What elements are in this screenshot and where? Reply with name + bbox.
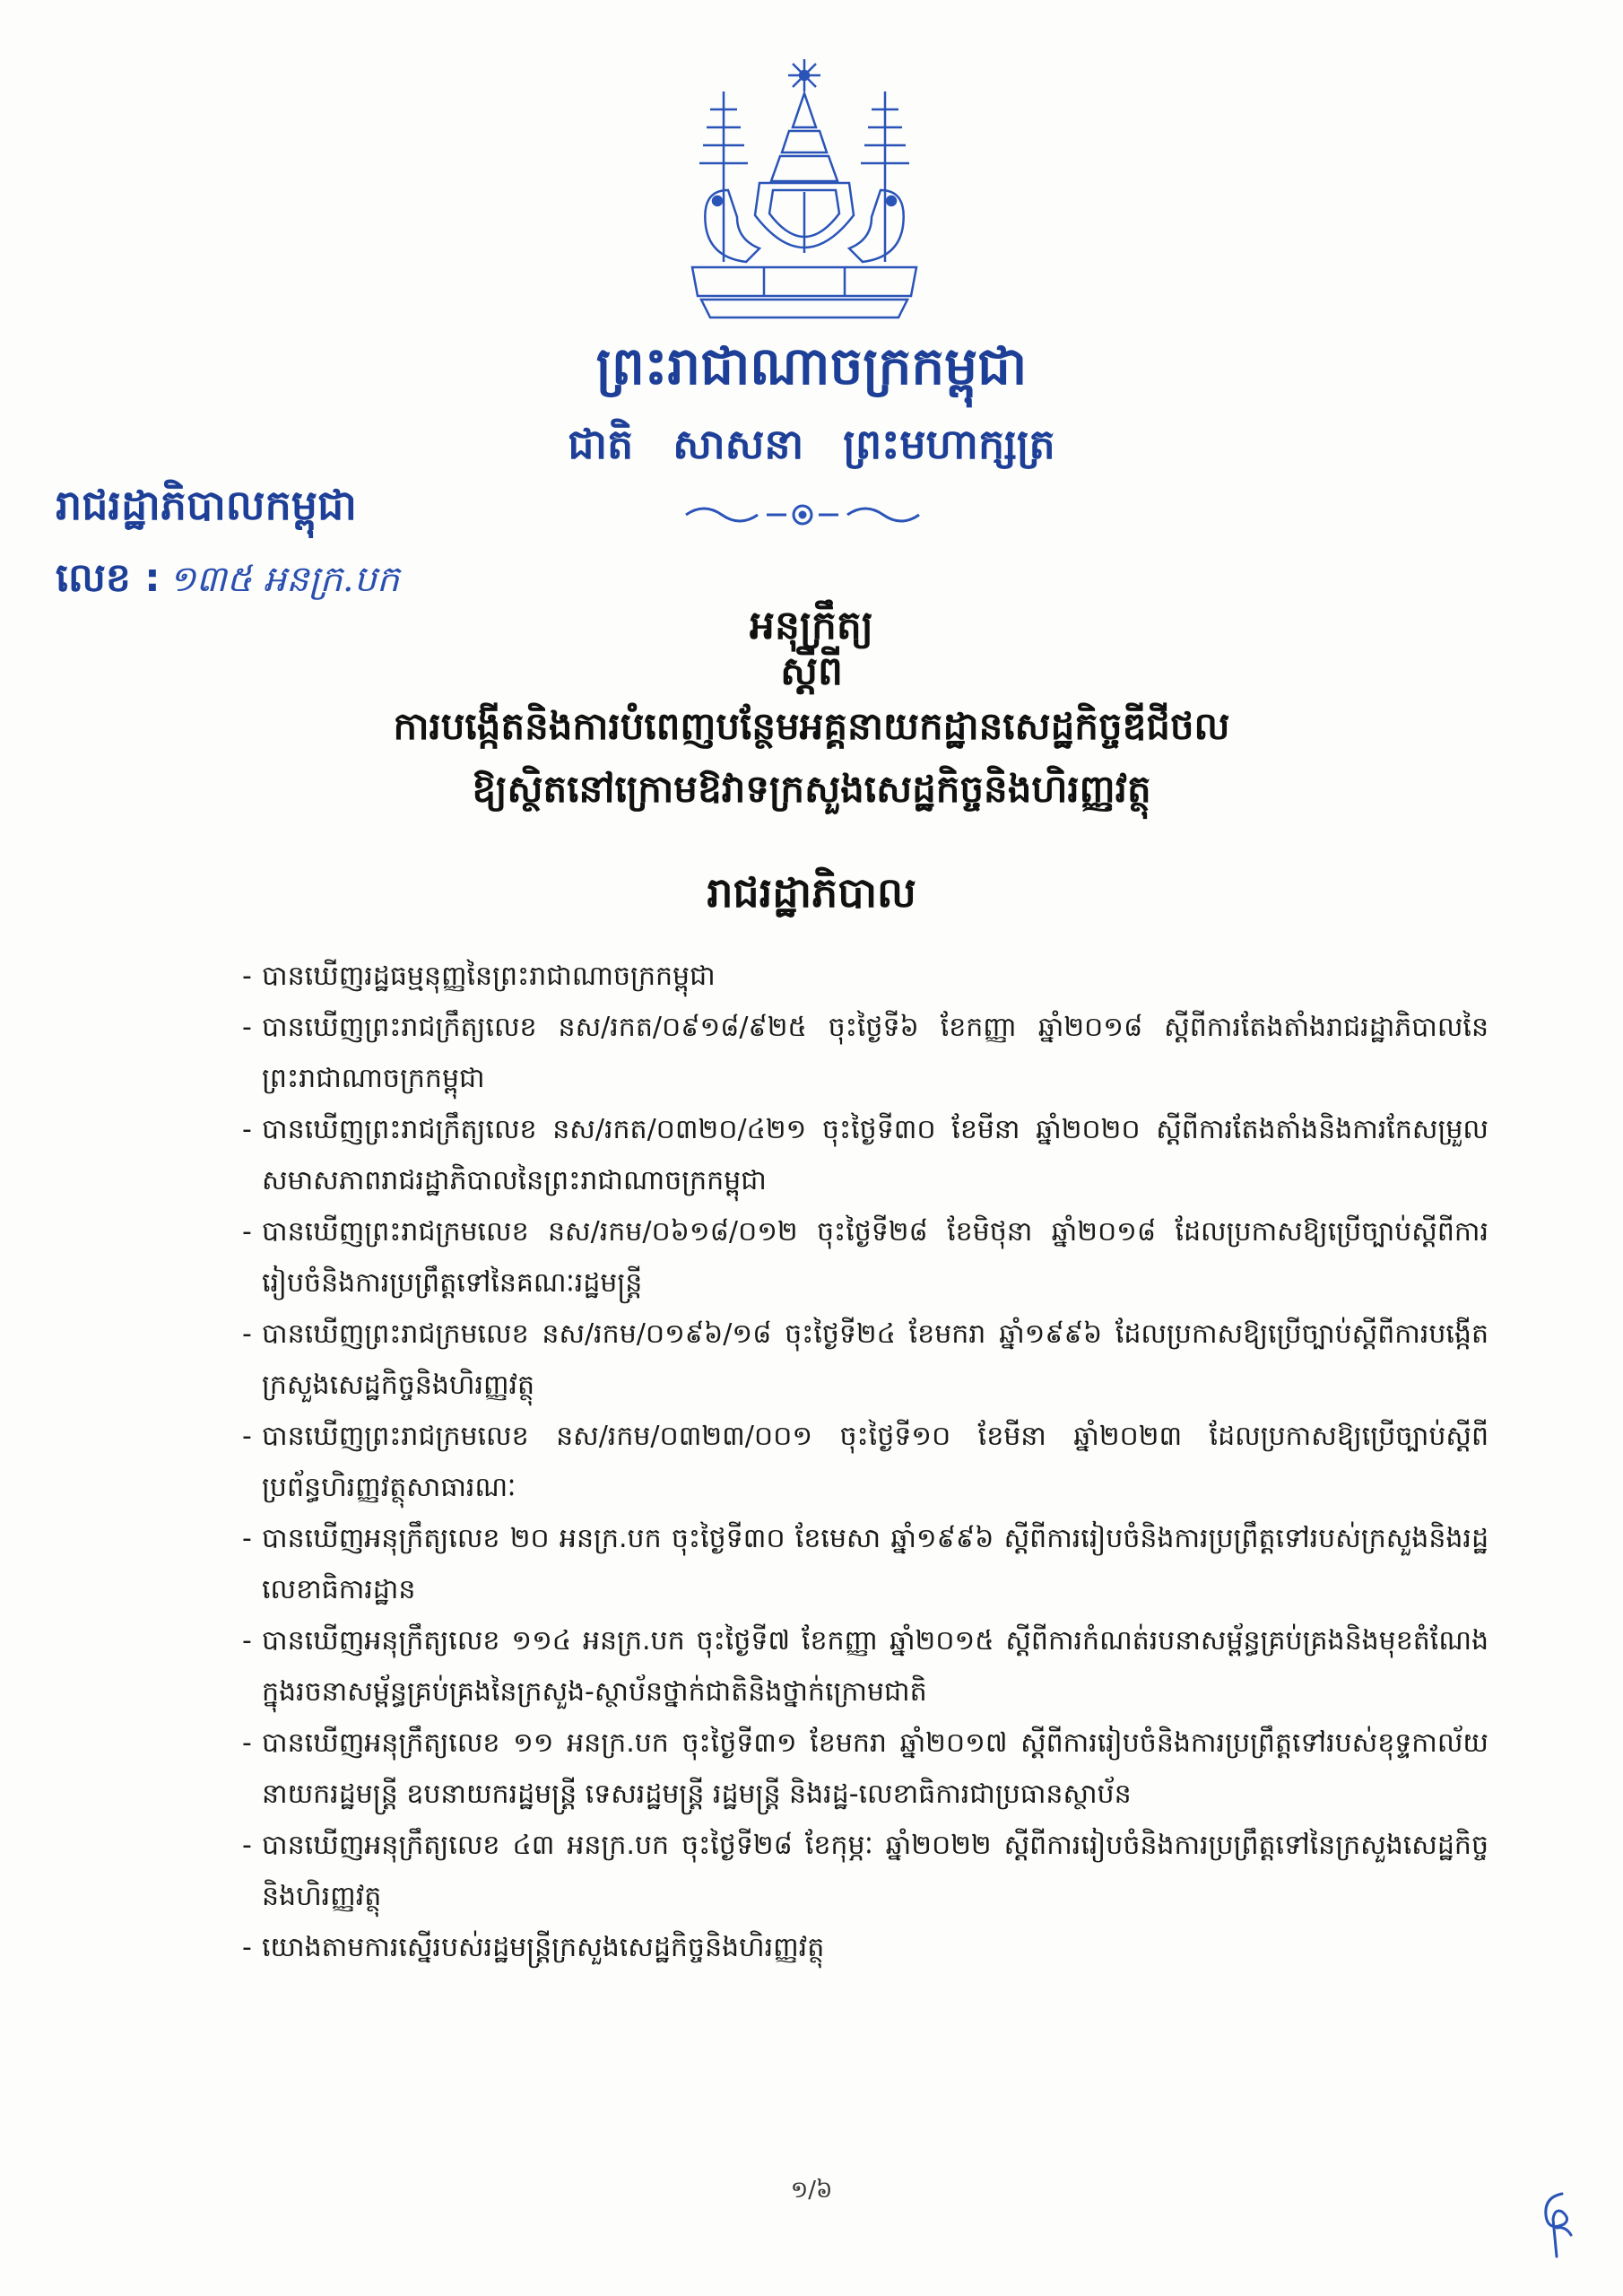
reference-number: ១៣៥ អនក្រ.បក (169, 559, 400, 600)
ornament-divider (677, 495, 928, 531)
kingdom-title: ព្រះរាជាណាចក្រកម្ពុជា (595, 335, 1028, 396)
issuing-authority: រាជរដ្ឋាភិបាល (707, 868, 916, 917)
subject-line-2: ឱ្យស្ថិតនៅក្រោមឱវាទក្រសួងសេដ្ឋកិច្ចនិងហិរញ្ញវត្ថុ (472, 767, 1151, 811)
page-number: ១/៦ (790, 2177, 833, 2204)
legal-basis-item: - បានឃើញព្រះរាជក្រមលេខ នស/រកម/០៣២៣/០០១ ចុះថ្ងៃទី១០ ខែមីនា ឆ្នាំ២០២៣ ដែលប្រកាសឱ្យប្រើច្បាប់ស្តីពីប្រព័ន្ធហិរញ្ញវត្ថុសាធារណៈ (242, 1411, 1488, 1513)
legal-basis-item: - បានឃើញអនុក្រឹត្យលេខ ៤៣ អនក្រ.បក ចុះថ្ងៃទី២៨ ខែកុម្ភៈ ឆ្នាំ២០២២ ស្តីពីការរៀបចំនិងការប្រព្រឹត្តទៅនៃក្រសួងសេដ្ឋកិច្ចនិងហិរញ្ញវត្ថុ (242, 1820, 1488, 1922)
legal-basis-item: - បានឃើញអនុក្រឹត្យលេខ ១១៤ អនក្រ.បក ចុះថ្ងៃទី៧ ខែកញ្ញា ឆ្នាំ២០១៥ ស្តីពីការកំណត់របនាសម្ព័ន្ធគ្រប់គ្រងនិងមុខតំណែងក្នុងរចនាសម្ព័ន្ធគ្រប់គ្រងនៃក្រសួង-ស្ថាប័នថ្នាក់ជាតិនិងថ្នាក់ក្រោមជាតិ (242, 1615, 1488, 1718)
legal-basis-item: - បានឃើញព្រះរាជក្រមលេខ នស/រកម/០១៩៦/១៨ ចុះថ្ងៃទី២៤ ខែមករា ឆ្នាំ១៩៩៦ ដែលប្រកាសឱ្យប្រើច្បាប់ស្តីពីការបង្កើតក្រសួងសេដ្ឋកិច្ចនិងហិរញ្ញវត្ថុ (242, 1309, 1488, 1411)
legal-basis-item: - បានឃើញព្រះរាជក្រឹត្យលេខ នស/រកត/០៩១៨/៩២៥ ចុះថ្ងៃទី៦ ខែកញ្ញា ឆ្នាំ២០១៨ ស្តីពីការតែងតាំងរាជរដ្ឋាភិបាលនៃព្រះរាជាណាចក្រកម្ពុជា (242, 1002, 1488, 1104)
royal-emblem (674, 56, 934, 325)
national-motto: ជាតិ សាសនា ព្រះមហាក្សត្រ (568, 420, 1055, 468)
legal-basis-item: - បានឃើញអនុក្រឹត្យលេខ ២០ អនក្រ.បក ចុះថ្ងៃទី៣០ ខែមេសា ឆ្នាំ១៩៩៦ ស្តីពីការរៀបចំនិងការប្រព្រឹត្តទៅរបស់ក្រសួងនិងរដ្ឋលេខាធិការដ្ឋាន (242, 1513, 1488, 1615)
government-name: រាជរដ្ឋាភិបាលកម្ពុជា (56, 481, 357, 529)
legal-basis-item: - បានឃើញព្រះរាជក្រមលេខ នស/រកម/០៦១៨/០១២ ចុះថ្ងៃទី២៨ ខែមិថុនា ឆ្នាំ២០១៨ ដែលប្រកាសឱ្យប្រើច្បាប់ស្តីពីការរៀបចំនិងការប្រព្រឹត្តទៅនៃគណៈរដ្ឋមន្ត្រី (242, 1206, 1488, 1309)
legal-basis-list (242, 951, 1488, 1973)
legal-basis-item: - យោងតាមការស្នើរបស់រដ្ឋមន្ត្រីក្រសួងសេដ្ឋកិច្ចនិងហិរញ្ញវត្ថុ (242, 1922, 1488, 1973)
reference-label: លេខ : (56, 555, 161, 601)
document-type: អនុក្រឹត្យ (750, 603, 873, 648)
legal-basis-item: - បានឃើញអនុក្រឹត្យលេខ ១១ អនក្រ.បក ចុះថ្ងៃទី៣១ ខែមករា ឆ្នាំ២០១៧ ស្តីពីការរៀបចំនិងការប្រព្រឹត្តទៅរបស់ខុទ្ទកាល័យនាយករដ្ឋមន្ត្រី ឧបនាយករដ្ឋមន្ត្រី ទេសរដ្ឋមន្ត្រី រដ្ឋមន្ត្រី និងរដ្ឋ-លេខាធិការជាប្រធានស្ថាប័ន (242, 1718, 1488, 1820)
handwritten-initial (1535, 2188, 1578, 2260)
subject-line-1: ការបង្កើតនិងការបំពេញបន្ថែមអគ្គនាយកដ្ឋានសេដ្ឋកិច្ចឌីជីថល (393, 704, 1230, 748)
legal-basis-item: - បានឃើញព្រះរាជក្រឹត្យលេខ នស/រកត/០៣២០/៤២១ ចុះថ្ងៃទី៣០ ខែមីនា ឆ្នាំ២០២០ ស្តីពីការតែងតាំងនិងការកែសម្រួលសមាសភាពរាជរដ្ឋាភិបាលនៃព្រះរាជាណាចក្រកម្ពុជា (242, 1104, 1488, 1206)
legal-basis-item: - បានឃើញរដ្ឋធម្មនុញ្ញនៃព្រះរាជាណាចក្រកម្ពុជា (242, 951, 1488, 1002)
subject-prefix: ស្ដីពី (780, 648, 843, 694)
